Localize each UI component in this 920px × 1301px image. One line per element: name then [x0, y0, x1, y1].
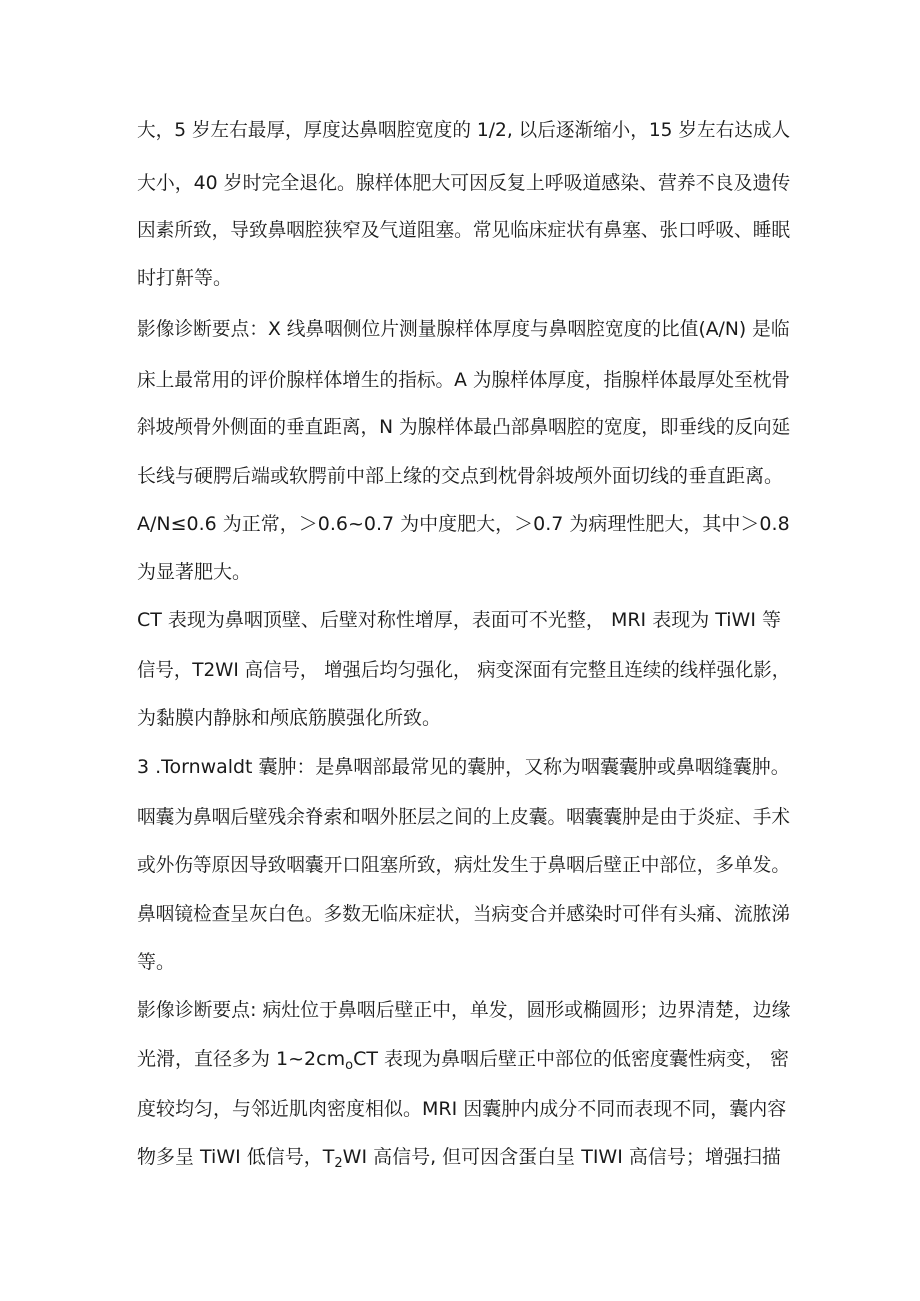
text-line: A/N≤0.6 为正常，＞0.6~0.7 为中度肥大，＞0.7 为病理性肥大，其中＞0.8 [137, 513, 790, 535]
text-line: 3 .Tornwaldt 囊肿：是鼻咽部最常见的囊肿，又称为咽囊囊肿或鼻咽缝囊肿。 [137, 756, 790, 778]
subscript: 2 [334, 1156, 343, 1171]
text-line: 等。 [137, 951, 176, 973]
text-span: CT 表现为鼻咽后壁正中部位的低密度囊性病变， 密 [353, 1048, 790, 1070]
text-line: 因素所致，导致鼻咽腔狭窄及气道阻塞。常见临床症状有鼻塞、张口呼吸、睡眠 [137, 219, 791, 241]
text-span: 光滑，直径多为 1~2cm [137, 1048, 346, 1070]
text-line: 度较均匀，与邻近肌肉密度相似。MRI 因囊肿内成分不同而表现不同，囊内容 [137, 1098, 787, 1120]
text-line: 影像诊断要点: 病灶位于鼻咽后壁正中，单发，圆形或椭圆形；边界清楚，边缘 [137, 999, 791, 1021]
text-line: 影像诊断要点：X 线鼻咽侧位片测量腺样体厚度与鼻咽腔宽度的比值(A/N) 是临 [137, 318, 790, 340]
text-line: 信号，T2WI 高信号， 增强后均匀强化， 病变深面有完整且连续的线样强化影， [137, 659, 791, 681]
text-line: 斜坡颅骨外侧面的垂直距离，N 为腺样体最凸部鼻咽腔的宽度，即垂线的反向延 [137, 416, 791, 438]
text-line: 为黏膜内静脉和颅底筋膜强化所致。 [137, 707, 442, 729]
text-line: 长线与硬腭后端或软腭前中部上缘的交点到枕骨斜坡颅外面切线的垂直距离。 [137, 465, 784, 487]
text-line: 或外伤等原因导致咽囊开口阻塞所致，病灶发生于鼻咽后壁正中部位，多单发。 [137, 854, 791, 876]
text-line: 大，5 岁左右最厚，厚度达鼻咽腔宽度的 1/2, 以后逐渐缩小，15 岁左右达成人 [137, 119, 791, 141]
text-span: WI 高信号, 但可因含蛋白呈 TIWI 高信号；增强扫描 [342, 1146, 781, 1168]
text-line: 鼻咽镜检查呈灰白色。多数无临床症状，当病变合并感染时可伴有头痛、流脓涕 [137, 903, 791, 925]
text-line: 咽囊为鼻咽后壁残余脊索和咽外胚层之间的上皮囊。咽囊囊肿是由于炎症、手术 [137, 806, 791, 828]
subscript: o [345, 1058, 354, 1073]
text-line: 时打鼾等。 [137, 267, 233, 289]
text-line: 床上最常用的评价腺样体增生的指标。A 为腺样体厚度，指腺样体最厚处至枕骨 [137, 369, 791, 391]
text-line: CT 表现为鼻咽顶壁、后壁对称性增厚，表面可不光整， MRI 表现为 TiWI 等 [137, 609, 781, 631]
text-line: 为显著肥大。 [137, 561, 252, 583]
text-line [137, 1044, 789, 1074]
text-span: 物多呈 TiWI 低信号，T [137, 1146, 335, 1168]
text-line: 大小，40 岁时完全退化。腺样体肥大可因反复上呼吸道感染、营养不良及遗传 [137, 172, 791, 194]
text-line [137, 1142, 781, 1172]
